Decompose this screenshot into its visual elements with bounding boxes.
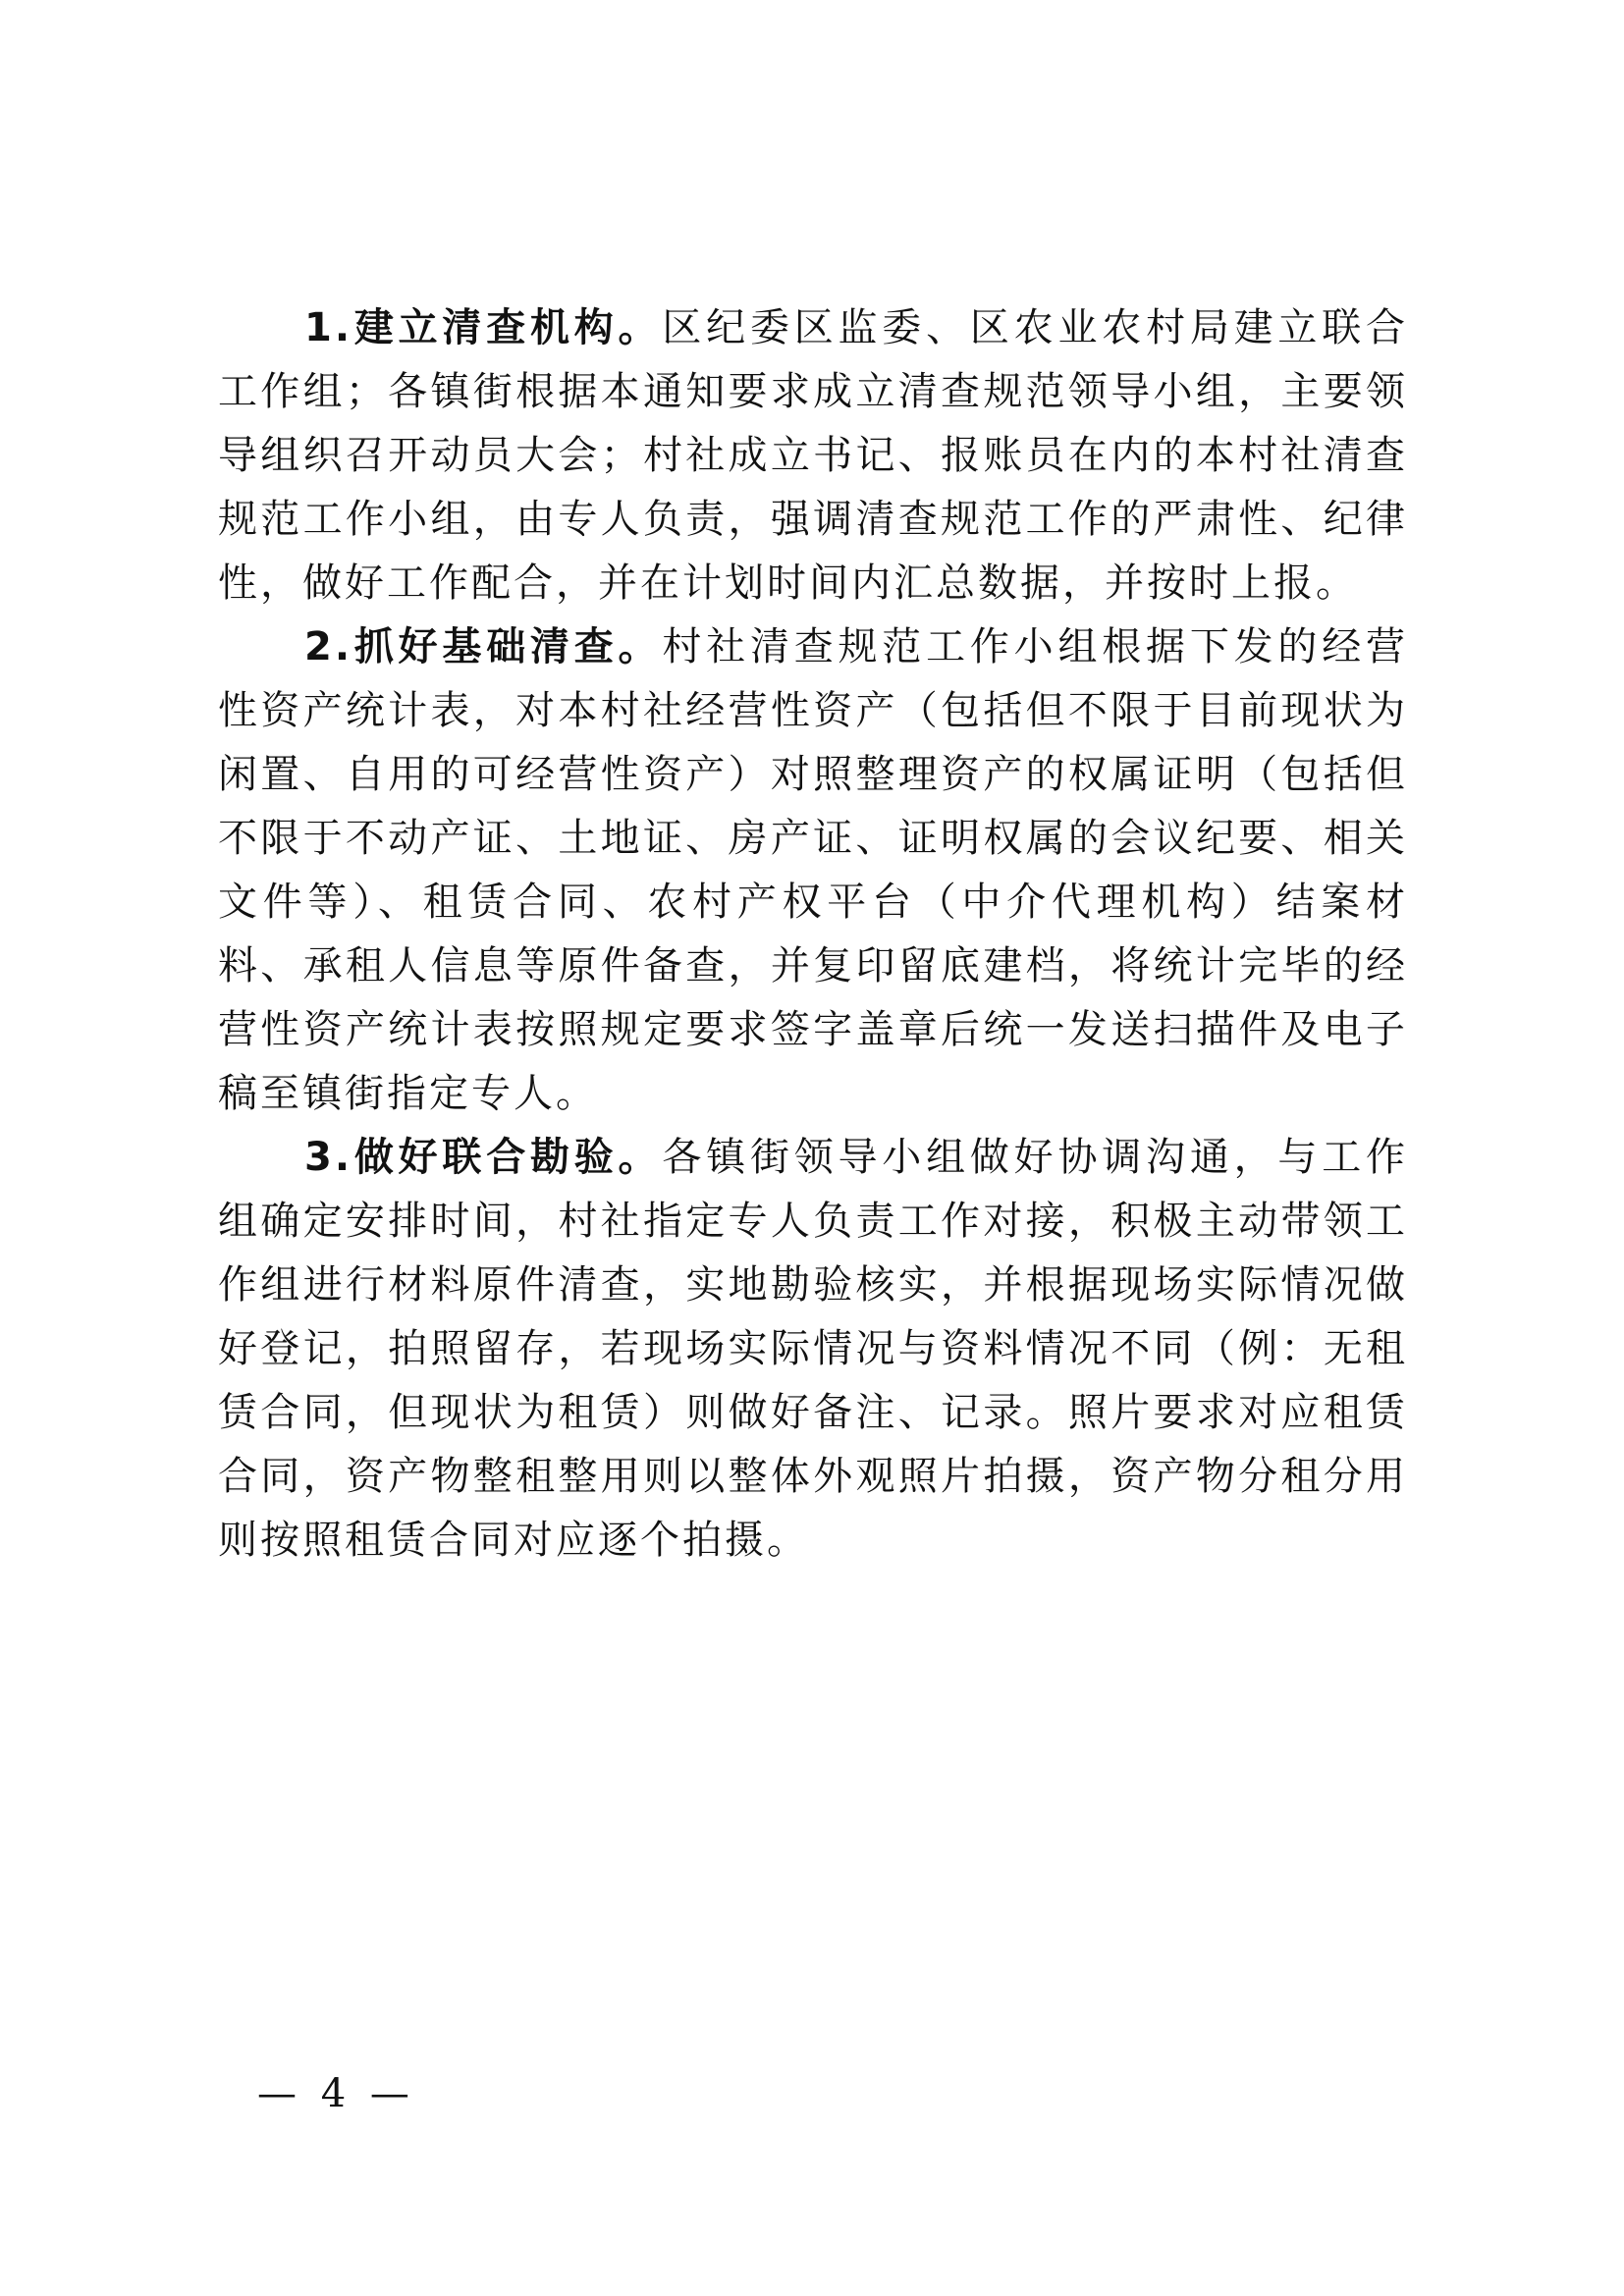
- paragraph-2-body: 村社清查规范工作小组根据下发的经营性资产统计表，对本村社经营性资产（包括但不限于目前现状为闲置、自用的可经营性资产）对照整理资产的权属证明（包括但不限于不动产证、土地证、房产证、证明权属的会议纪要、相关文件等）、租赁合同、农村产权平台（中介代理机构）结案材料、承租人信息等原件备查，并复印留底建档，将统计完毕的经营性资产统计表按照规定要求签字盖章后统一发送扫描件及电子稿至镇街指定专人。: [218, 624, 1409, 1116]
- document-body: [218, 296, 1408, 1573]
- paragraph-1: [218, 296, 1408, 615]
- paragraph-1-body: 区纪委区监委、区农业农村局建立联合工作组；各镇街根据本通知要求成立清查规范领导小组，主要领导组织召开动员大会；村社成立书记、报账员在内的本村社清查规范工作小组，由专人负责，强调清查规范工作的严肃性、纪律性，做好工作配合，并在计划时间内汇总数据，并按时上报。: [218, 305, 1409, 606]
- paragraph-3: [218, 1126, 1408, 1573]
- paragraph-3-body: 各镇街领导小组做好协调沟通，与工作组确定安排时间，村社指定专人负责工作对接，积极主动带领工作组进行材料原件清查，实地勘验核实，并根据现场实际情况做好登记，拍照留存，若现场实际情况与资料情况不同（例：无租赁合同，但现状为租赁）则做好备注、记录。照片要求对应租赁合同，资产物整租整用则以整体外观照片拍摄，资产物分租分用则按照租赁合同对应逐个拍摄。: [218, 1135, 1409, 1563]
- paragraph-1-heading: 1.建立清查机构。: [304, 305, 663, 350]
- paragraph-2-heading: 2.抓好基础清查。: [304, 624, 663, 669]
- paragraph-3-heading: 3.做好联合勘验。: [304, 1135, 663, 1180]
- paragraph-2: [218, 615, 1408, 1126]
- page-number: — 4 —: [257, 2071, 415, 2116]
